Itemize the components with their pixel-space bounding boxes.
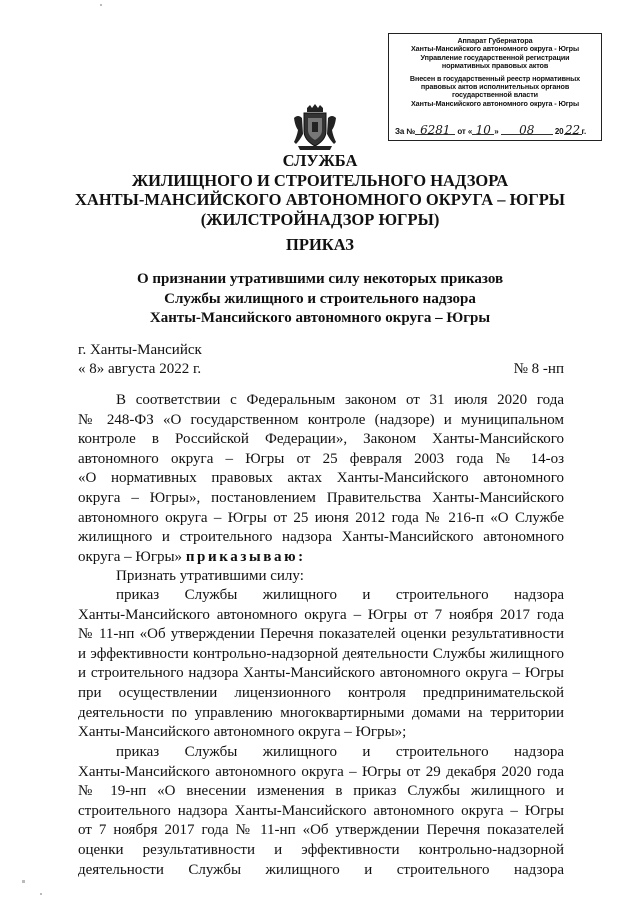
header-line: (ЖИЛСТРОЙНАДЗОР ЮГРЫ) xyxy=(200,209,440,229)
stamp-year-prefix: 20 xyxy=(554,126,564,136)
registration-stamp xyxy=(388,33,602,141)
text-line: от 7 ноября 2017 года № 11-нп «Об утверждении Перечня показателей xyxy=(78,822,564,839)
text-line: автономного округа – Югры от 25 июня 2012 года № 216-п «О Службе xyxy=(78,509,564,526)
text-line: № 19-нп «О внесении изменения в приказ Службы жилищного и xyxy=(78,783,564,800)
text-line: № 11-нп «Об утверждении Перечня показателей оценки результативности xyxy=(78,626,564,643)
text-line: В соответствии с Федеральным законом от 31 июля 2020 года xyxy=(116,392,564,408)
text-line: и строительного надзора Ханты-Мансийского автономного округа – Югры xyxy=(78,665,564,682)
text-line: приказ Службы жилищного и строительного надзора xyxy=(116,587,564,603)
text-line: и эффективности контрольно-надзорной деятельности Службы жилищного xyxy=(78,645,564,662)
header-line: ХАНТЫ-МАНСИЙСКОГО АВТОНОМНОГО ОКРУГА – ЮГРЫ xyxy=(75,190,565,209)
preamble-paragraph xyxy=(78,391,564,567)
scan-artifact xyxy=(40,893,42,895)
repeal-item-1 xyxy=(78,586,564,743)
stamp-quote-close: » xyxy=(494,126,499,136)
text-line: Ханты-Мансийского автономного округа – Югры от 29 декабря 2020 года xyxy=(78,763,564,780)
text-line: оценки результативности и эффективности контрольно-надзорной xyxy=(78,841,564,858)
stamp-year-suffix: 22 xyxy=(564,122,581,137)
text-line: строительного надзора Ханты-Мансийского автономного округа – Югры xyxy=(78,802,564,819)
text-line: деятельности Службы жилищного и строительного надзора xyxy=(78,861,564,878)
place-date-block xyxy=(78,341,202,379)
order-number: № 8 -нп xyxy=(513,361,564,377)
stamp-reg-prefix: За № xyxy=(395,126,416,136)
text-line: округа – Югры», постановлением Правительства Ханты-Мансийского xyxy=(78,489,564,506)
stamp-line: правовых актов исполнительных органов xyxy=(420,83,570,92)
text-line: деятельности по управлению многоквартирными домами на территории xyxy=(78,704,564,721)
decree-word: приказываю: xyxy=(185,548,306,565)
stamp-line: Ханты-Мансийского автономного округа - Югры xyxy=(410,99,579,108)
order-subject xyxy=(40,270,600,329)
text-line: жилищного и строительного надзора Ханты-Мансийского автономного xyxy=(78,529,564,546)
text-line: при осуществлении лицензионного контроля предпринимательской xyxy=(78,684,564,701)
stamp-line: нормативных правовых актов xyxy=(441,62,549,71)
stamp-line: Ханты-Мансийского автономного округа - Югры xyxy=(410,45,579,54)
subject-line: Службы жилищного и строительного надзора xyxy=(164,290,476,307)
stamp-day: 10 xyxy=(472,126,494,135)
stamp-line: Внесен в государственный реестр нормативных xyxy=(409,74,581,83)
repeal-intro xyxy=(78,567,564,587)
place-of-issue: г. Ханты-Мансийск xyxy=(78,342,202,358)
stamp-from-label: от « xyxy=(457,126,473,136)
repeal-item-2 xyxy=(78,743,564,880)
text-line: приказ Службы жилищного и строительного надзора xyxy=(116,744,564,760)
text-line: Ханты-Мансийского автономного округа – Югры от 7 ноября 2017 года xyxy=(78,606,564,623)
text-line: Признать утратившими силу: xyxy=(116,568,304,584)
stamp-line: Управление государственной регистрации xyxy=(420,53,570,62)
stamp-month: 08 xyxy=(501,126,553,135)
stamp-year-end: г. xyxy=(581,126,587,136)
stamp-line: Аппарат Губернатора xyxy=(457,37,533,45)
subject-line: Ханты-Мансийского автономного округа – Югры xyxy=(149,310,491,326)
coat-of-arms-icon xyxy=(292,104,338,150)
stamp-registration-row xyxy=(395,122,595,137)
text-line: Ханты-Мансийского автономного округа – Югры»; xyxy=(78,724,407,741)
agency-header xyxy=(40,151,600,229)
stamp-line: государственной власти xyxy=(452,91,538,100)
scan-artifact xyxy=(22,880,25,883)
scan-artifact xyxy=(100,4,102,6)
header-line: ЖИЛИЩНОГО И СТРОИТЕЛЬНОГО НАДЗОРА xyxy=(131,170,509,190)
text-line-last xyxy=(78,548,564,568)
text-line: контроле в Российской Федерации», Законом Ханты-Мансийского xyxy=(78,431,564,448)
text-fragment: округа – Югры» xyxy=(78,548,183,565)
text-line: «О нормативных правовых актах Ханты-Мансийского автономного xyxy=(78,470,564,487)
order-title: ПРИКАЗ xyxy=(286,235,354,254)
stamp-reg-number: 6281 xyxy=(415,126,455,135)
order-date: « 8» августа 2022 г. xyxy=(78,361,202,377)
subject-line: О признании утратившими силу некоторых приказов xyxy=(136,271,504,287)
header-line: СЛУЖБА xyxy=(282,151,358,170)
text-line: № 248-ФЗ «О государственном контроле (надзоре) и муниципальном xyxy=(78,411,564,428)
text-line: автономного округа – Югры от 25 февраля 2003 года № 14-оз xyxy=(78,450,564,467)
